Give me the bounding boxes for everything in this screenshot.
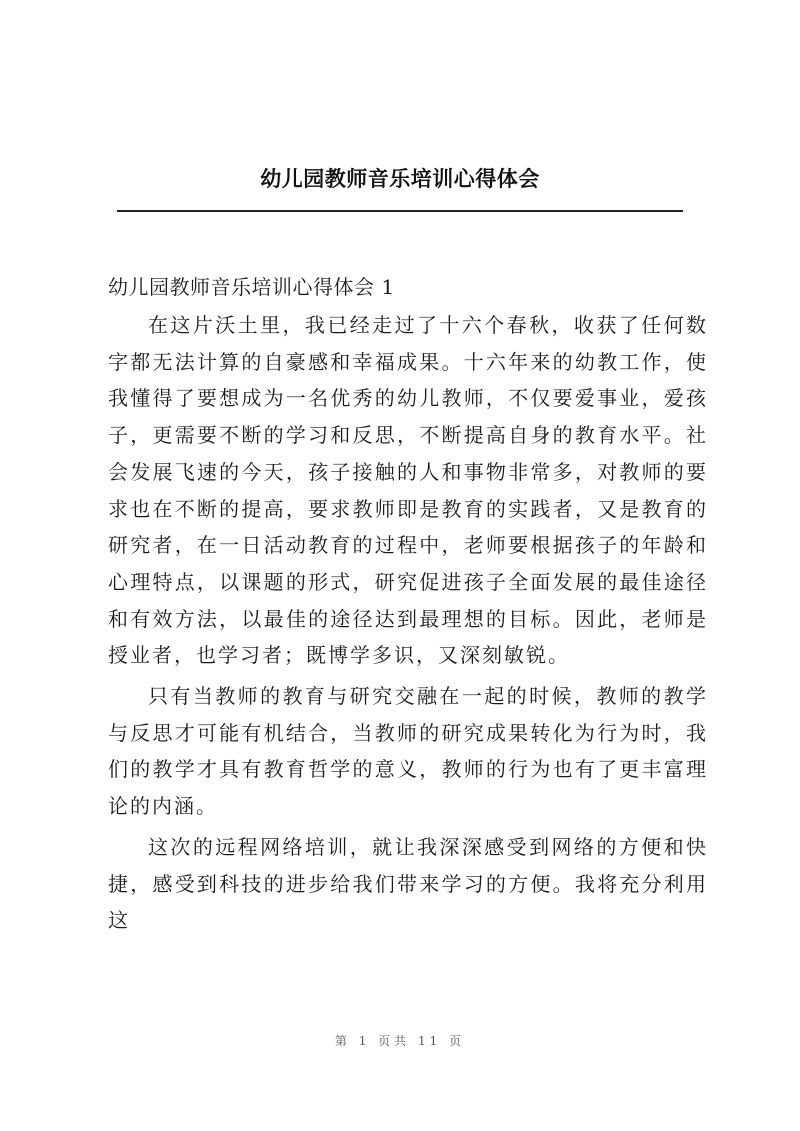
title-divider xyxy=(117,210,683,212)
paragraph-1: 在这片沃土里，我已经走过了十六个春秋，收获了任何数字都无法计算的自豪感和幸福成果。十六年来的幼教工作，使我懂得了要想成为一名优秀的幼儿教师，不仅要爱事业，爱孩子，更需要不断的学习和反思，不断提高自身的教育水平。社会发展飞速的今天，孩子接触的人和事物非常多，对教师的要求也在不断的提高，要求教师即是教育的实践者，又是教育的研究者，在一日活动教育的过程中，老师要根据孩子的年龄和心理特点，以课题的形式，研究促进孩子全面发展的最佳途径和有效方法，以最佳的途径达到最理想的目标。因此，老师是授业者，也学习者；既博学多识，又深刻敏锐。 xyxy=(108,313,708,668)
document-body xyxy=(108,268,708,943)
page-footer xyxy=(0,1032,800,1049)
document-title: 幼儿园教师音乐培训心得体会 xyxy=(260,167,540,191)
paragraph-2: 只有当教师的教育与研究交融在一起的时候，教师的教学与反思才可能有机结合，当教师的研究成果转化为行为时，我们的教学才具有教育哲学的意义，教师的行为也有了更丰富理论的内涵。 xyxy=(108,684,708,819)
paragraph-3: 这次的远程网络培训，就让我深深感受到网络的方便和快捷，感受到科技的进步给我们带来学习的方便。我将充分利用这 xyxy=(108,834,708,933)
page-number-label: 第 1 页共 11 页 xyxy=(334,1034,466,1048)
section-heading: 幼儿园教师音乐培训心得体会 1 xyxy=(108,275,395,299)
